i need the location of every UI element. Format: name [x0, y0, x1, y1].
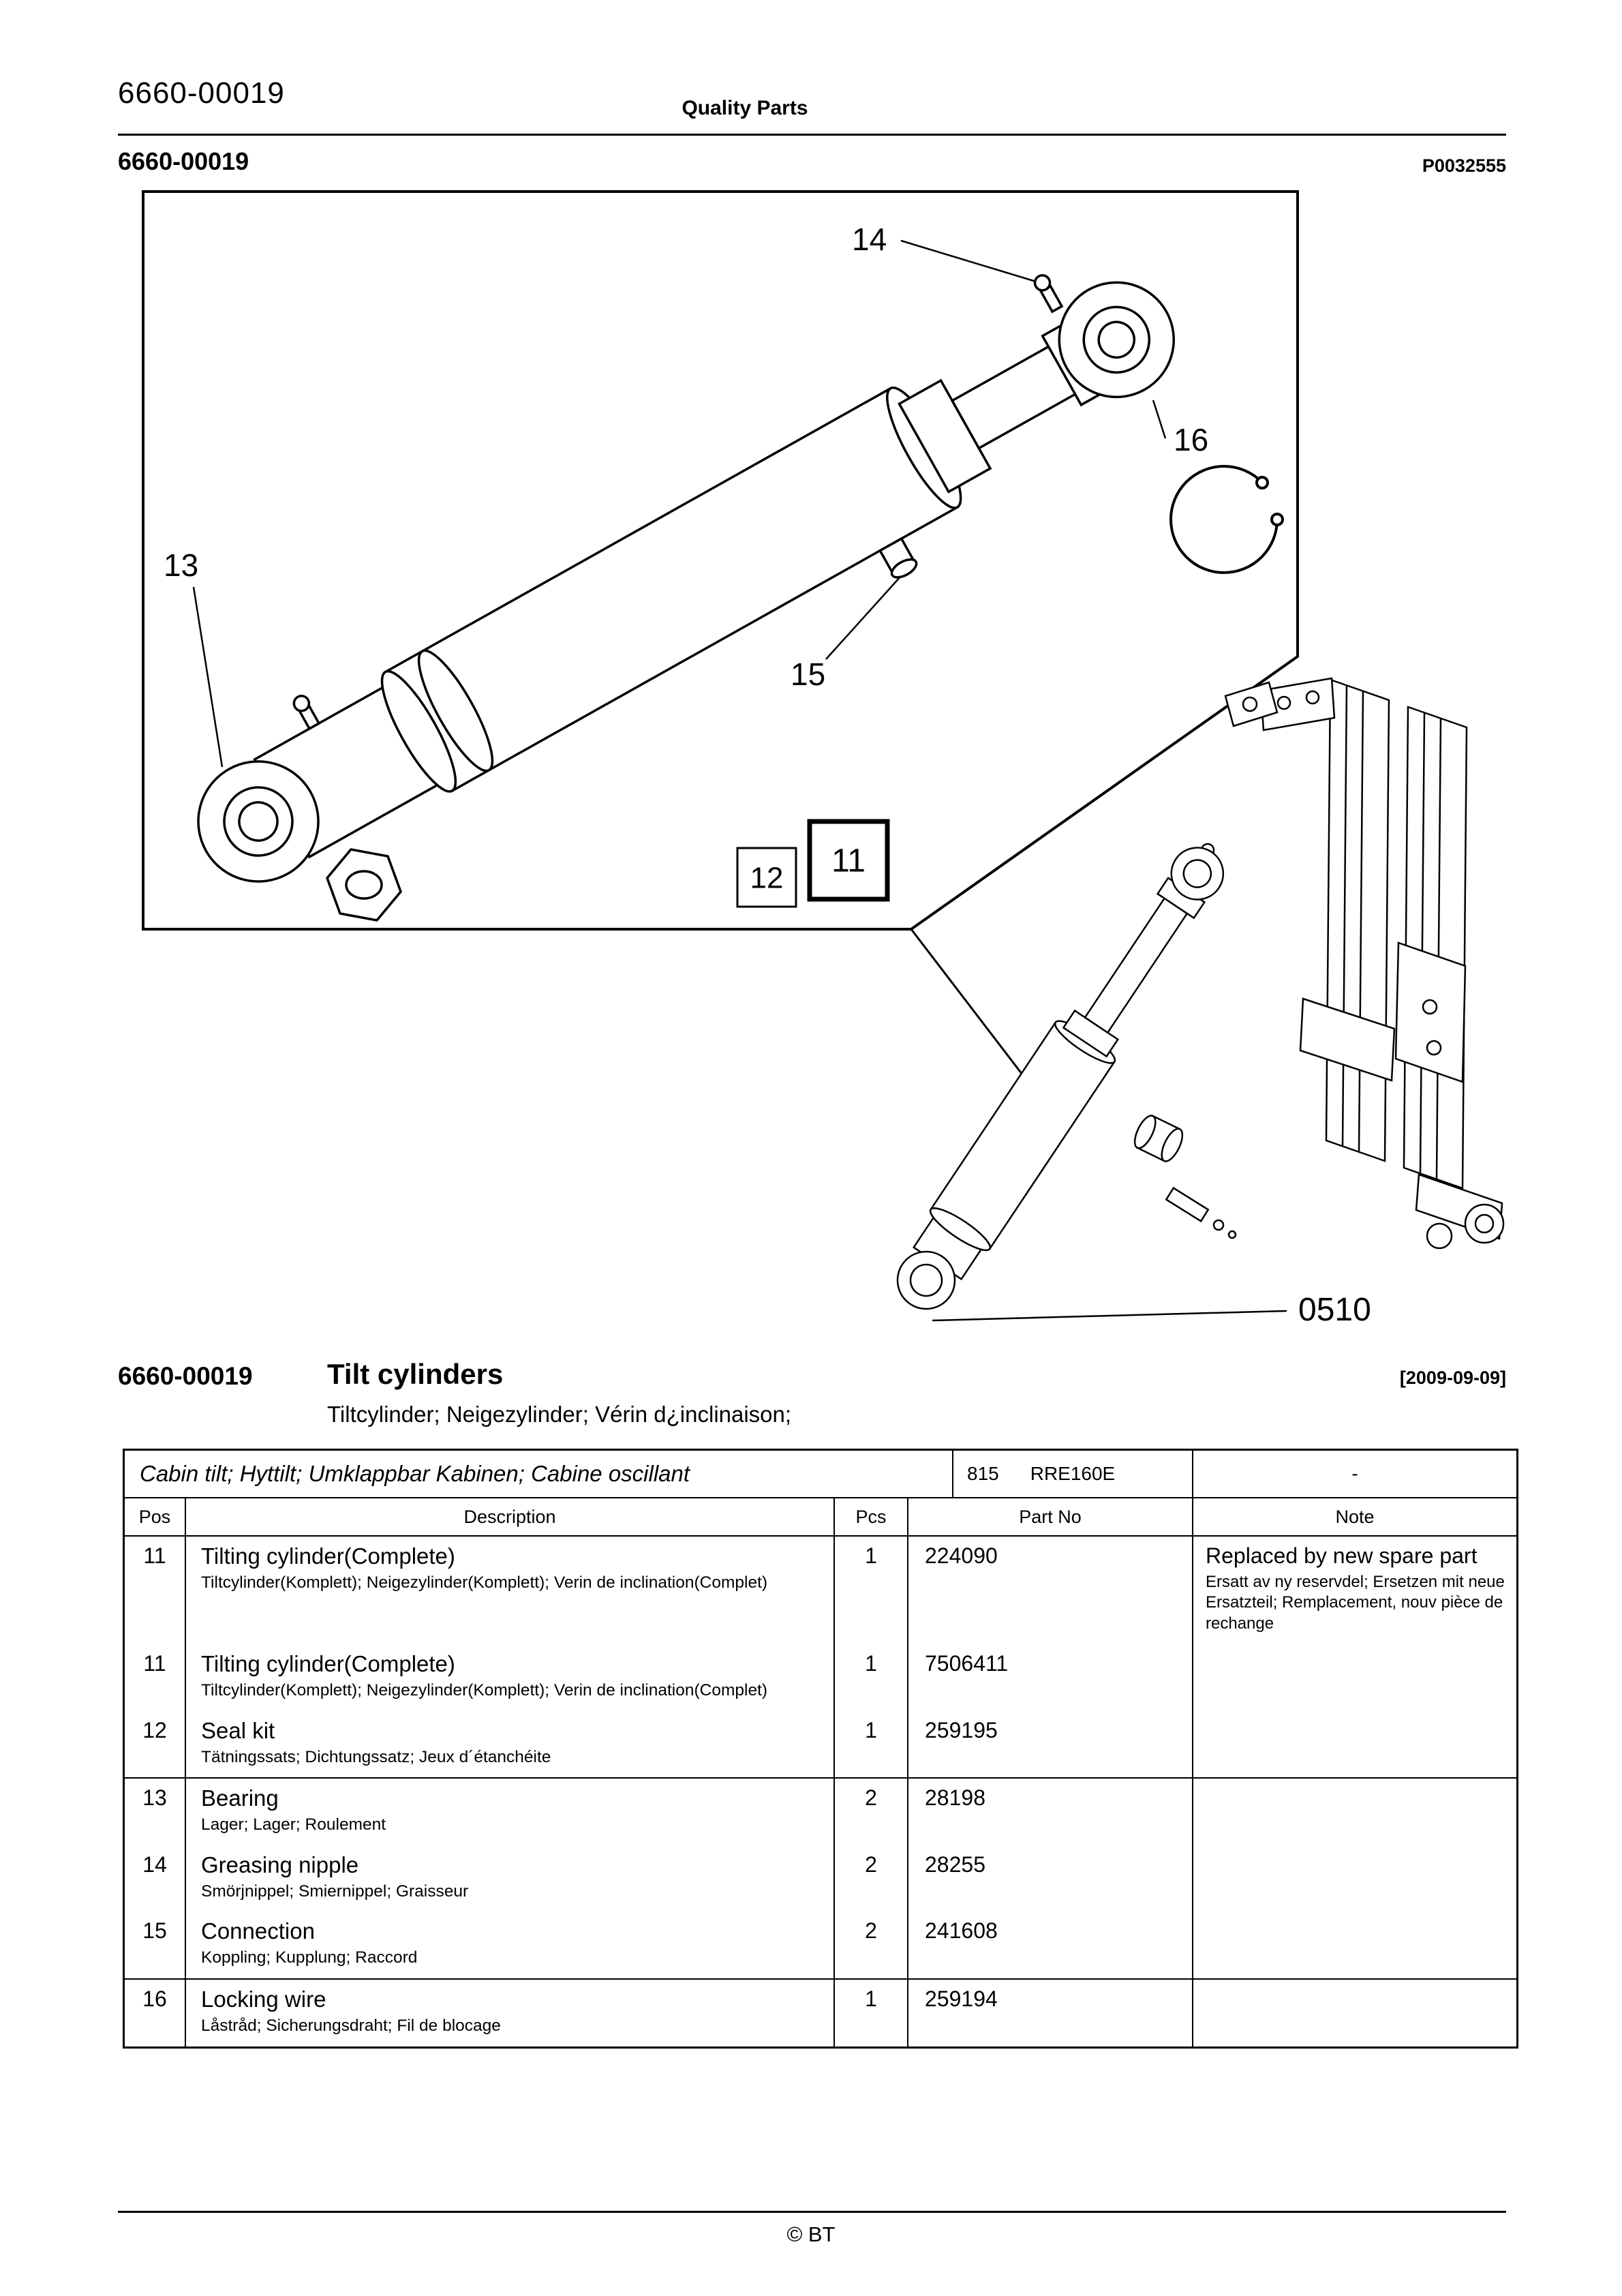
callout-11: 11 [831, 843, 866, 879]
column-header-part-no: Part No [908, 1498, 1193, 1535]
locking-wire-icon [1171, 466, 1283, 573]
row-description-alt: Tätningssats; Dichtungssatz; Jeux d´étanchéite [201, 1747, 551, 1766]
tilt-cylinder-drawing [160, 230, 1216, 940]
row-description-alt: Låstråd; Sicherungsdraht; Fil de blocage [201, 2016, 501, 2036]
footer-rule [118, 2211, 1506, 2213]
table-row [125, 1912, 1516, 1980]
table-row [125, 1980, 1516, 2046]
row-pos: 14 [125, 1845, 186, 1912]
callout-13: 13 [164, 547, 199, 583]
row-pcs: 1 [835, 1644, 908, 1711]
row-part-no: 259195 [908, 1711, 1193, 1778]
row-pos: 12 [125, 1711, 186, 1778]
row-description: Connection [201, 1918, 315, 1944]
row-part-no: 7506411 [908, 1644, 1193, 1711]
row-part-no: 28198 [908, 1779, 1193, 1845]
callout-16: 16 [1174, 422, 1209, 457]
grease-nipple-lower-icon [291, 693, 320, 729]
callout-12: 12 [750, 861, 784, 895]
row-part-no: 28255 [908, 1845, 1193, 1912]
column-header-description: Description [186, 1498, 835, 1535]
row-description: Locking wire [201, 1987, 326, 2012]
row-description: Seal kit [201, 1717, 275, 1743]
table-variant-cell: - [1351, 1463, 1358, 1484]
row-description-alt: Smörjnippel; Smiernippel; Graisseur [201, 1882, 469, 1901]
row-pos: 15 [125, 1912, 186, 1978]
footer-copyright: © BT [786, 2222, 836, 2246]
figure-photo-ref: P0032555 [1422, 155, 1506, 176]
hex-connection-icon [327, 849, 401, 920]
callout-14: 14 [852, 222, 887, 257]
callout-15: 15 [791, 656, 826, 692]
row-pcs: 2 [835, 1779, 908, 1845]
table-row [125, 1845, 1516, 1912]
detail-connector-line [911, 929, 1033, 1089]
model-code: 815 [967, 1463, 999, 1484]
callout-leaders [194, 241, 1165, 767]
figure-section-code: 6660-00019 [118, 147, 249, 175]
row-description: Greasing nipple [201, 1852, 359, 1877]
row-description-alt: Tiltcylinder(Komplett); Neigezylinder(Komplett); Verin de inclination(Complet) [201, 1573, 768, 1592]
exploded-view-figure [0, 174, 1622, 1346]
table-row [125, 1537, 1516, 1644]
row-part-no: 224090 [908, 1537, 1193, 1644]
grease-nipple-upper-icon [1032, 273, 1064, 313]
row-description: Bearing [201, 1785, 279, 1811]
frame-ref-label: 0510 [1298, 1292, 1371, 1328]
section-code: 6660-00019 [118, 1362, 253, 1390]
section-date: [2009-09-09] [1399, 1368, 1506, 1388]
row-pcs: 1 [835, 1980, 908, 2046]
assembly-drawing [881, 678, 1503, 1324]
row-pcs: 2 [835, 1912, 908, 1978]
row-pcs: 2 [835, 1845, 908, 1912]
model-name: RRE160E [1030, 1463, 1116, 1484]
parts-table [123, 1449, 1518, 2049]
row-part-no: 241608 [908, 1912, 1193, 1978]
row-note: Replaced by new spare part [1206, 1543, 1478, 1568]
row-pcs: 1 [835, 1537, 908, 1644]
row-pos: 13 [125, 1779, 186, 1845]
row-part-no: 259194 [908, 1980, 1193, 2046]
section-title: Tilt cylinders [327, 1358, 504, 1390]
table-row [125, 1644, 1516, 1711]
column-header-note: Note [1335, 1506, 1375, 1527]
row-description-alt: Tiltcylinder(Komplett); Neigezylinder(Komplett); Verin de inclination(Complet) [201, 1680, 768, 1700]
page-header-title: Quality Parts [682, 97, 808, 119]
table-row [125, 1779, 1516, 1845]
column-header-pos: Pos [125, 1498, 186, 1535]
row-description: Tilting cylinder(Complete) [201, 1543, 455, 1569]
table-model-cell [953, 1451, 1193, 1497]
row-note-alt: Ersatt av ny reservdel; Ersetzen mit neue Ersatzteil; Remplacement, nouv pièce de rechange [1206, 1572, 1505, 1633]
row-pcs: 1 [835, 1711, 908, 1778]
row-pos: 11 [125, 1644, 186, 1711]
row-pos: 11 [125, 1537, 186, 1644]
table-group-header [125, 1451, 1516, 1498]
section-subtitle: Tiltcylinder; Neigezylinder; Vérin d¿inclinaison; [327, 1402, 792, 1427]
row-description-alt: Koppling; Kupplung; Raccord [201, 1948, 418, 1967]
table-group-title: Cabin tilt; Hyttilt; Umklappbar Kabinen; Cabine oscillant [125, 1451, 953, 1497]
row-pos: 16 [125, 1980, 186, 2046]
column-header-pcs: Pcs [835, 1498, 908, 1535]
row-description-alt: Lager; Lager; Roulement [201, 1815, 386, 1834]
frame-ref-leader [932, 1311, 1287, 1320]
header-rule [118, 134, 1506, 136]
page-header-code: 6660-00019 [118, 76, 285, 110]
assembly-cylinder [881, 832, 1241, 1324]
table-row [125, 1711, 1516, 1779]
table-column-headers [125, 1498, 1516, 1537]
row-description: Tilting cylinder(Complete) [201, 1650, 455, 1676]
